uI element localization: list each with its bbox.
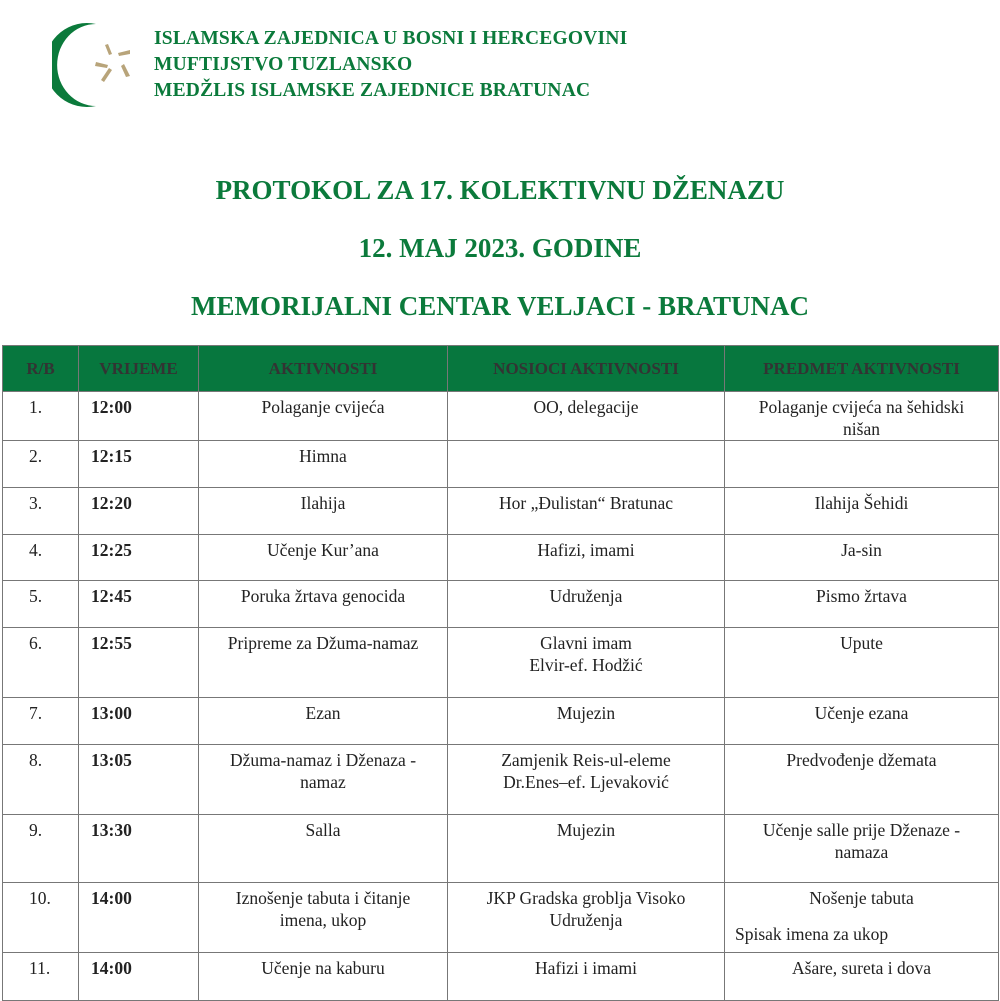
cell-rb: 7. xyxy=(3,698,79,745)
cell-activity xyxy=(199,535,448,581)
title-line-1: PROTOKOL ZA 17. KOLEKTIVNU DŽENAZU xyxy=(215,175,785,205)
cell-holders xyxy=(448,488,725,535)
cell-holders xyxy=(448,745,725,815)
cell-time: 12:25 xyxy=(79,535,199,581)
protocol-table xyxy=(2,345,999,1001)
cell-subject-line: Ja-sin xyxy=(841,540,882,560)
cell-holders-line: Zamjenik Reis-ul-eleme xyxy=(501,750,671,770)
cell-subject xyxy=(725,441,999,488)
table-row xyxy=(3,441,999,488)
cell-activity xyxy=(199,953,448,1001)
cell-activity xyxy=(199,745,448,815)
cell-time: 12:00 xyxy=(79,392,199,441)
cell-holders-line: Udruženja xyxy=(549,910,623,930)
table-row xyxy=(3,535,999,581)
cell-holders-line: JKP Gradska groblja Visoko xyxy=(486,888,686,908)
org-line-2: MUFTIJSTVO TUZLANSKO xyxy=(154,54,413,75)
cell-subject-line: Učenje ezana xyxy=(814,703,909,723)
cell-rb: 6. xyxy=(3,628,79,698)
cell-subject-line: Ilahija Šehidi xyxy=(814,493,909,513)
col-header-activity: AKTIVNOSTI xyxy=(199,346,448,392)
cell-subject-line: Učenje salle prije Dženaze - xyxy=(762,820,961,840)
cell-subject xyxy=(725,745,999,815)
cell-time: 13:05 xyxy=(79,745,199,815)
table-body xyxy=(3,392,999,1001)
table-row xyxy=(3,815,999,883)
cell-subject xyxy=(725,815,999,883)
cell-holders-line: Mujezin xyxy=(556,703,616,723)
org-line-1: ISLAMSKA ZAJEDNICA U BOSNI I HERCEGOVINI xyxy=(154,28,628,49)
org-line-3: MEDŽLIS ISLAMSKE ZAJEDNICE BRATUNAC xyxy=(154,80,591,101)
cell-activity-line: Poruka žrtava genocida xyxy=(240,586,406,606)
cell-activity xyxy=(199,698,448,745)
cell-time: 13:30 xyxy=(79,815,199,883)
cell-activity-line: Ilahija xyxy=(300,493,346,513)
cell-activity xyxy=(199,815,448,883)
cell-rb: 4. xyxy=(3,535,79,581)
cell-activity-line: Polaganje cvijeća xyxy=(261,397,385,417)
cell-holders-line: Elvir-ef. Hodžić xyxy=(529,655,643,675)
cell-holders xyxy=(448,815,725,883)
cell-holders xyxy=(448,883,725,953)
cell-activity-line: Pripreme za Džuma-namaz xyxy=(227,633,419,653)
cell-time: 12:20 xyxy=(79,488,199,535)
cell-holders xyxy=(448,698,725,745)
cell-time: 12:45 xyxy=(79,581,199,628)
cell-activity-line: Salla xyxy=(305,820,341,840)
cell-rb: 11. xyxy=(3,953,79,1001)
cell-activity-line: Učenje Kur’ana xyxy=(267,540,379,560)
cell-subject-line: namaza xyxy=(834,842,889,862)
cell-activity xyxy=(199,392,448,441)
crescent-star-logo xyxy=(52,20,152,110)
cell-activity-line: imena, ukop xyxy=(279,910,367,930)
cell-time: 12:15 xyxy=(79,441,199,488)
cell-subject xyxy=(725,883,999,953)
cell-activity-line: Džuma-namaz i Dženaza - xyxy=(229,750,417,770)
cell-rb: 10. xyxy=(3,883,79,953)
cell-subject-line: Upute xyxy=(840,633,883,653)
crescent-icon xyxy=(52,23,96,107)
cell-activity-line: Učenje na kaburu xyxy=(261,958,385,978)
cell-subject xyxy=(725,392,999,441)
cell-holders xyxy=(448,392,725,441)
cell-subject xyxy=(725,953,999,1001)
cell-holders xyxy=(448,441,725,488)
cell-rb: 2. xyxy=(3,441,79,488)
cell-holders-line: Glavni imam xyxy=(540,633,632,653)
cell-holders-line: Dr.Enes–ef. Ljevaković xyxy=(503,772,669,792)
table-row xyxy=(3,628,999,698)
cell-rb: 3. xyxy=(3,488,79,535)
table-row xyxy=(3,883,999,953)
cell-subject-line: Ašare, sureta i dova xyxy=(792,958,931,978)
col-header-subject: PREDMET AKTIVNOSTI xyxy=(725,346,999,392)
title-line-3: MEMORIJALNI CENTAR VELJACI - BRATUNAC xyxy=(190,291,810,321)
cell-subject xyxy=(725,628,999,698)
cell-holders-line: OO, delegacije xyxy=(533,397,639,417)
col-header-holders: NOSIOCI AKTIVNOSTI xyxy=(448,346,725,392)
cell-activity xyxy=(199,581,448,628)
cell-subject xyxy=(725,698,999,745)
cell-subject-line: Pismo žrtava xyxy=(816,586,907,606)
cell-subject-line: Predvođenje džemata xyxy=(786,750,937,770)
cell-time: 14:00 xyxy=(79,953,199,1001)
cell-activity-line: Himna xyxy=(299,446,347,466)
cell-activity xyxy=(199,628,448,698)
cell-subject xyxy=(725,581,999,628)
cell-subject-note: Spisak imena za ukop xyxy=(735,924,889,944)
cell-subject xyxy=(725,488,999,535)
cell-activity xyxy=(199,441,448,488)
cell-activity-line: namaz xyxy=(300,772,346,792)
cell-holders-line: Hafizi i imami xyxy=(534,958,638,978)
document-title xyxy=(0,168,1000,342)
cell-activity-line: Ezan xyxy=(305,703,341,723)
cell-holders-line: Hafizi, imami xyxy=(537,540,635,560)
table-header-row xyxy=(3,346,999,392)
cell-activity-line: Iznošenje tabuta i čitanje xyxy=(235,888,411,908)
table-row xyxy=(3,745,999,815)
cell-rb: 9. xyxy=(3,815,79,883)
cell-time: 13:00 xyxy=(79,698,199,745)
cell-subject xyxy=(725,535,999,581)
cell-holders xyxy=(448,581,725,628)
cell-holders xyxy=(448,628,725,698)
cell-holders-line: Hor „Đulistan“ Bratunac xyxy=(499,493,673,513)
cell-holders xyxy=(448,953,725,1001)
cell-subject-line: Nošenje tabuta xyxy=(809,888,914,908)
table-row xyxy=(3,953,999,1001)
organization-name xyxy=(154,26,627,104)
col-header-time: VRIJEME xyxy=(79,346,199,392)
title-line-2: 12. MAJ 2023. GODINE xyxy=(358,233,642,263)
table-row xyxy=(3,698,999,745)
cell-rb: 1. xyxy=(3,392,79,441)
cell-holders-line: Udruženja xyxy=(549,586,623,606)
cell-rb: 8. xyxy=(3,745,79,815)
cell-activity xyxy=(199,883,448,953)
col-header-rb: R/B xyxy=(3,346,79,392)
table-row xyxy=(3,392,999,441)
cell-subject-line: nišan xyxy=(843,419,880,439)
cell-subject-line: Polaganje cvijeća na šehidski xyxy=(758,397,965,417)
cell-holders-line: Mujezin xyxy=(556,820,616,840)
cell-time: 14:00 xyxy=(79,883,199,953)
cell-time: 12:55 xyxy=(79,628,199,698)
cell-activity xyxy=(199,488,448,535)
table-row xyxy=(3,581,999,628)
cell-holders xyxy=(448,535,725,581)
table-row xyxy=(3,488,999,535)
cell-rb: 5. xyxy=(3,581,79,628)
star-icon xyxy=(95,44,130,82)
